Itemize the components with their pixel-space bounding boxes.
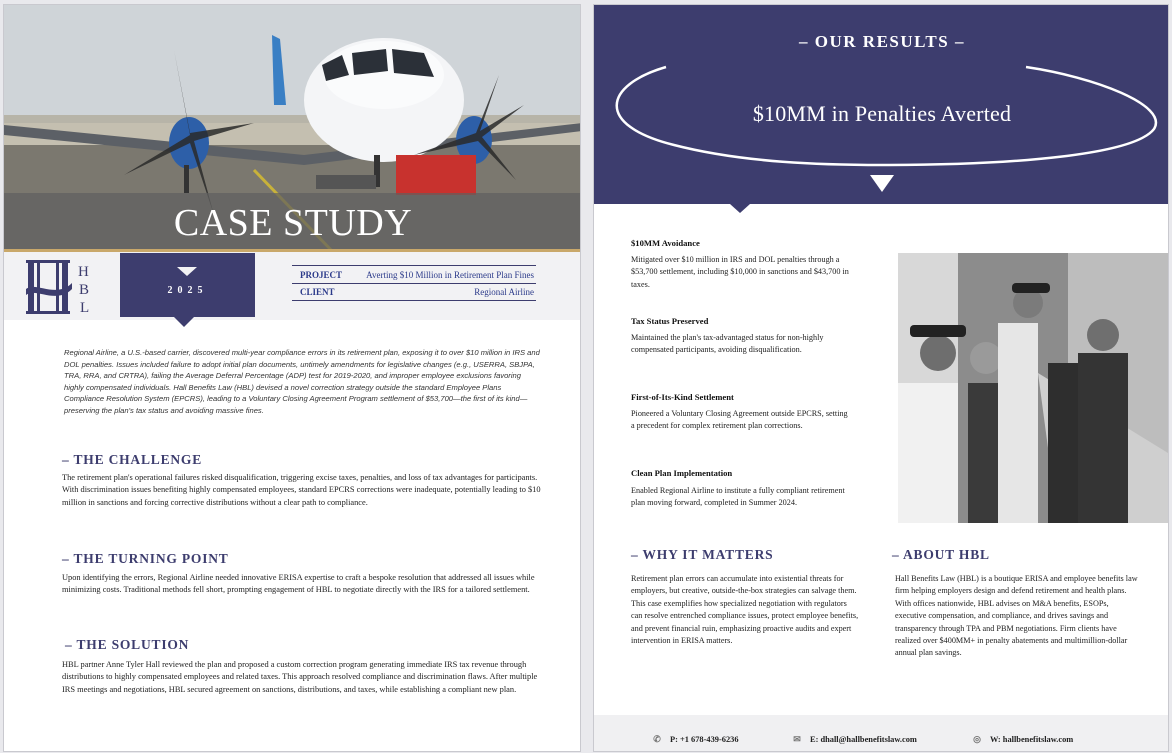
globe-icon: ◎ xyxy=(973,734,981,744)
flight-crew-photo xyxy=(898,253,1168,523)
turning-point-body: Upon identifying the errors, Regional Airline needed innovative ERISA expertise to craft a bespoke resolution that addressed all issues while minimizing costs. Traditional methods fell short, prompting engagement of HBL to negotiate directly with the IRS for a tailored settlement. xyxy=(62,573,535,595)
solution-body: HBL partner Anne Tyler Hall reviewed the plan and proposed a custom correction program generating immediate IRS tax revenue through distributions to highly compensated employees and related taxes. This approach resolved compliance and discrimination flaws. After multiple IRS meetings and negotiations, HBL secured agreement on sanctions, distributions, and taxes, while establishing a compliant new plan. xyxy=(62,660,538,694)
result-title: Clean Plan Implementation xyxy=(631,468,733,478)
contact-footer xyxy=(594,715,1169,752)
year-pointer xyxy=(174,317,194,327)
results-pointer xyxy=(730,204,750,213)
results-page xyxy=(593,4,1169,752)
challenge-heading: – THE CHALLENGE xyxy=(62,452,203,467)
result-title: Tax Status Preserved xyxy=(631,316,709,326)
project-client-table xyxy=(292,265,536,301)
results-title: – OUR RESULTS – xyxy=(799,32,965,51)
result-title: $10MM Avoidance xyxy=(631,238,700,248)
phone-text: P: +1 678-439-6236 xyxy=(670,734,739,744)
about-hbl-heading: – ABOUT HBL xyxy=(892,547,990,562)
website-text: W: hallbenefitslaw.com xyxy=(990,734,1074,744)
project-value: Averting $10 Million in Retirement Plan Fines xyxy=(366,269,534,280)
envelope-icon: ✉ xyxy=(793,734,801,744)
svg-text:B: B xyxy=(79,282,90,298)
why-it-matters-body: Retirement plan errors can accumulate into existential threats for employers, but creative, outside-the-box strategies can salvage them. This case exemplifies how specialized negotiation with regulators can resolve entrenched compliance issues, protect employee benefits, and prevent financial ruin, emphasizing proactive audits and expert intervention in ERISA matters. xyxy=(631,574,859,646)
intro-paragraph: Regional Airline, a U.S.-based carrier, discovered multi-year compliance errors in its retirement plan, exposing it to over $10 million in IRS and DOL penalties. Issues included failure to adopt initial plan documents, untimely amendments for legislative changes (e.g., USERRA, SBJPA, TRA, RRA, and CRTRA), failing the Average Deferral Percentage (ADP) test for 2019-2020, and improper employee exclusions favoring highly compensated individuals. Hall Benefits Law (HBL) devised a novel correction strategy outside the standard Employee Plans Compliance Resolution System (EPCRS), leading to a Voluntary Closing Agreement Program settlement of $53,700—the first of its kind—preserving the plan's tax status and avoiding massive fines. xyxy=(64,348,540,415)
airplane-hero-image xyxy=(4,5,581,253)
result-title: First-of-Its-Kind Settlement xyxy=(631,392,734,402)
client-row xyxy=(292,283,536,301)
result-body: Pioneered a Voluntary Closing Agreement outside EPCRS, setting a precedent for complex retirement plan corrections. xyxy=(631,409,848,431)
year-label: 2025 xyxy=(167,285,208,296)
client-label: CLIENT xyxy=(300,287,335,297)
result-body: Maintained the plan's tax-advantaged status for non-highly compensated participants, avoiding disqualification. xyxy=(631,333,824,355)
results-headline: $10MM in Penalties Averted xyxy=(752,101,1012,126)
results-header xyxy=(594,5,1169,204)
hero-title: CASE STUDY xyxy=(173,202,413,244)
svg-text:L: L xyxy=(80,300,90,315)
challenge-body: The retirement plan's operational failures risked disqualification, triggering excise taxes, penalties, and loss of tax advantages for participants. With discrimination issues benefiting highly compensated employees, standard EPCRS corrections were inadequate, potentially leading to $10 million in sanctions and forcing corrective distributions without a clear path to compliance. xyxy=(62,473,541,507)
result-body: Enabled Regional Airline to institute a fully compliant retirement plan moving forward, completed in Summer 2024. xyxy=(631,486,845,508)
footer-phone[interactable] xyxy=(652,734,739,744)
footer-email[interactable] xyxy=(792,734,917,744)
project-label: PROJECT xyxy=(300,269,343,280)
result-body: Mitigated over $10 million in IRS and DOL penalties through a $53,700 settlement, including $10,000 in sanctions and $43,700 in taxes. xyxy=(631,255,849,289)
svg-text:H: H xyxy=(78,264,89,280)
client-value: Regional Airline xyxy=(474,287,534,297)
solution-heading: – THE SOLUTION xyxy=(65,637,190,652)
email-text: E: dhall@hallbenefitslaw.com xyxy=(810,734,917,744)
case-study-page xyxy=(3,4,581,752)
project-row xyxy=(292,265,536,283)
phone-icon: ✆ xyxy=(653,734,661,744)
why-it-matters-heading: – WHY IT MATTERS xyxy=(631,547,774,562)
year-notch xyxy=(177,267,197,276)
hbl-logo xyxy=(26,259,104,315)
footer-website[interactable] xyxy=(972,734,1073,744)
turning-point-heading: – THE TURNING POINT xyxy=(62,551,229,566)
about-hbl-body: Hall Benefits Law (HBL) is a boutique ERISA and employee benefits law firm helping employers design and defend retirement and health plans. With offices nationwide, HBL advises on M&A benefits, ESOPs, executive compensation, and compliance, and drives savings and transparency through TPA and PBM negotiations. Firm clients have realized over $400MM+ in penalty abatements and multimillion-dollar annual plan savings. xyxy=(895,574,1138,658)
